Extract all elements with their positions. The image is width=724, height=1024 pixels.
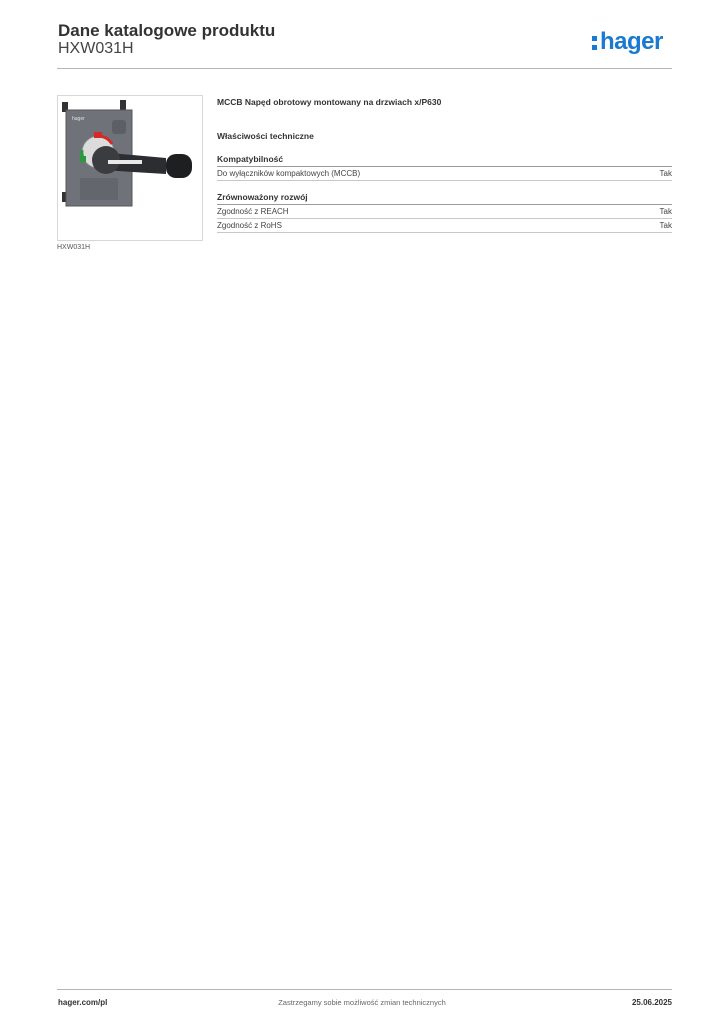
image-brand-label: hager: [72, 116, 85, 122]
row-value: Tak: [659, 169, 672, 178]
logo-dots-icon: [592, 36, 598, 52]
product-image: [57, 95, 203, 241]
hager-logo[interactable]: [592, 28, 676, 58]
row-label: Do wyłączników kompaktowych (MCCB): [217, 169, 361, 178]
row-value: Tak: [659, 221, 672, 230]
row-label: Zgodność z RoHS: [217, 221, 282, 230]
product-details: [217, 95, 672, 233]
image-caption: HXW031H: [57, 244, 91, 251]
group-title-compatibility: Kompatybilność: [217, 153, 672, 167]
row-label: Zgodność z REACH: [217, 207, 289, 216]
table-row: [217, 167, 672, 181]
page-title: Dane katalogowe produktu: [58, 21, 276, 40]
technical-properties-title: Właściwości techniczne: [217, 131, 314, 141]
row-value: Tak: [659, 207, 672, 216]
table-row: [217, 219, 672, 233]
footer-divider: [57, 989, 672, 990]
product-code: HXW031H: [58, 40, 134, 57]
group-title-sustainability: Zrównoważony rozwój: [217, 191, 672, 205]
rotary-handle-icon: [58, 96, 202, 240]
table-row: [217, 205, 672, 219]
product-name: MCCB Napęd obrotowy montowany na drzwiach x/P630: [217, 97, 442, 107]
footer-notice: Zastrzegamy sobie możliwość zmian technicznych: [278, 998, 446, 1007]
logo-text: hager: [600, 28, 663, 55]
footer-date: 25.06.2025: [631, 998, 672, 1007]
footer-website-link[interactable]: hager.com/pl: [58, 998, 108, 1007]
header-divider: [57, 68, 672, 69]
